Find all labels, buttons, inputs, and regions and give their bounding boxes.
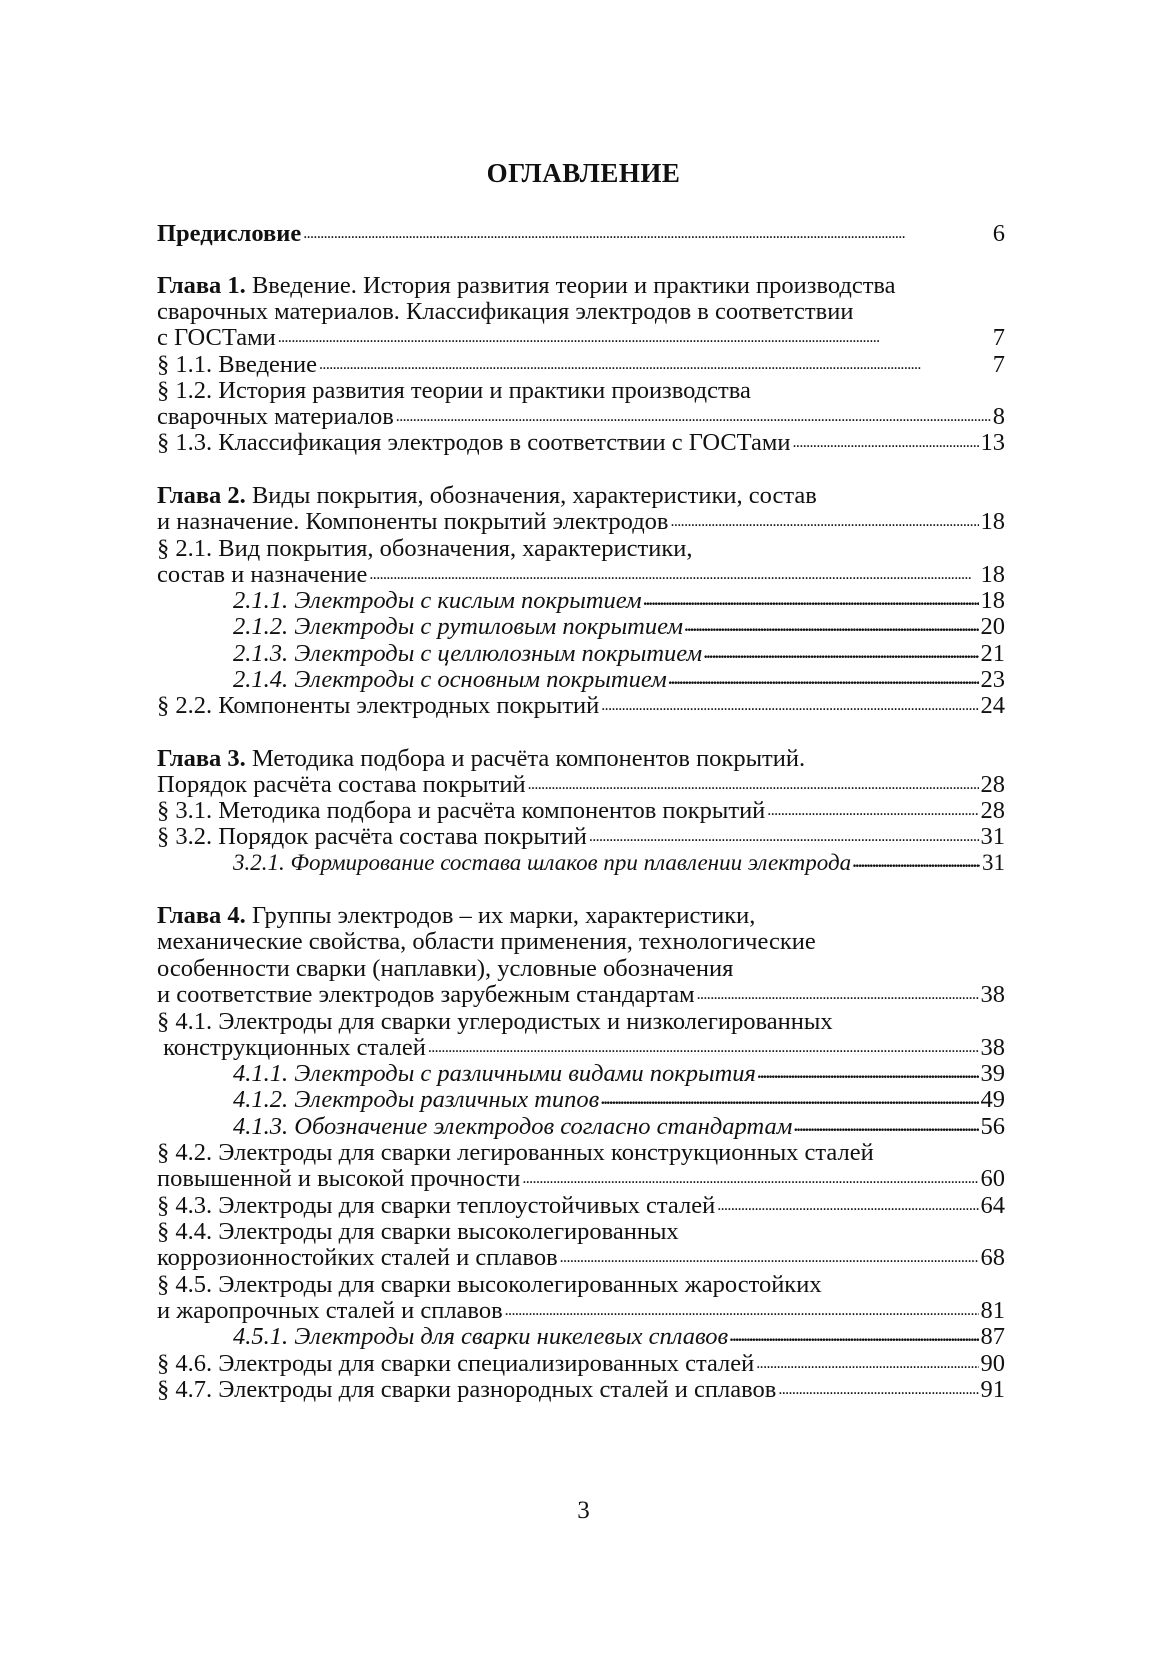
chapter-title: Методика подбора и расчёта компонентов покрытий. xyxy=(245,745,806,772)
section-title: § 4.3. Электроды для сварки теплоустойчивых сталей xyxy=(157,1192,716,1219)
toc-entry-page: 56 xyxy=(980,1113,1005,1140)
dot-leader xyxy=(505,1297,979,1325)
subsection-title: 4.1.1. Электроды с различными видами покрытия xyxy=(233,1060,756,1087)
dot-leader xyxy=(428,1034,979,1062)
toc-entry-page: 39 xyxy=(980,1060,1005,1087)
section-title: § 1.2. История развития теории и практики производства xyxy=(157,377,751,404)
page-title: ОГЛАВЛЕНИЕ xyxy=(486,158,681,188)
subsection-title: 4.1.3. Обозначение электродов согласно стандартам xyxy=(233,1113,793,1140)
toc-chapter-4-line1[interactable] xyxy=(157,902,1005,930)
dot-leader xyxy=(278,324,991,352)
subsection-title: 3.2.1. Формирование состава шлаков при плавлении электрода xyxy=(233,850,852,875)
toc-section-4-7[interactable] xyxy=(157,1376,1005,1407)
section-title: и жаропрочных сталей и сплавов xyxy=(157,1297,503,1324)
toc-chapter-4-line2 xyxy=(157,928,1005,956)
section-title: конструкционных сталей xyxy=(157,1034,426,1061)
page-number: 3 xyxy=(577,1497,590,1524)
dot-leader xyxy=(853,849,980,877)
toc-entry-page: 28 xyxy=(980,797,1005,824)
dot-leader xyxy=(522,1165,978,1193)
section-title: § 4.2. Электроды для сварки легированных конструкционных сталей xyxy=(157,1139,874,1166)
subsection-title: 4.1.2. Электроды различных типов xyxy=(233,1086,600,1113)
chapter-title: и соответствие электродов зарубежным стандартам xyxy=(157,981,695,1008)
chapter-label: Глава 1. xyxy=(157,272,246,299)
chapter-label: Глава 2. xyxy=(157,482,246,509)
toc-entry-page: 21 xyxy=(980,640,1005,667)
dot-leader xyxy=(396,403,991,431)
section-title: сварочных материалов xyxy=(157,403,394,430)
toc-entry-preface[interactable] xyxy=(157,220,1005,251)
dot-leader xyxy=(601,692,978,720)
dot-leader xyxy=(697,981,979,1009)
toc-section-4-2-line1[interactable] xyxy=(157,1139,1005,1167)
toc-entry-page: 38 xyxy=(980,981,1005,1008)
section-title: § 4.5. Электроды для сварки высоколегированных жаростойких xyxy=(157,1271,822,1298)
dot-leader xyxy=(601,1086,978,1114)
toc-entry-page: 64 xyxy=(980,1192,1005,1219)
toc-section-4-5-line1[interactable] xyxy=(157,1271,1005,1299)
section-title: § 3.1. Методика подбора и расчёта компонентов покрытий xyxy=(157,797,766,824)
toc-entry-page: 31 xyxy=(982,850,1005,875)
toc-entry-page: 87 xyxy=(980,1323,1005,1350)
dot-leader xyxy=(303,220,991,248)
dot-leader xyxy=(670,508,978,536)
section-title: § 4.4. Электроды для сварки высоколегированных xyxy=(157,1218,679,1245)
toc-section-2-1-line1[interactable] xyxy=(157,535,1005,563)
chapter-title: Виды покрытия, обозначения, характеристики, состав xyxy=(245,482,817,509)
section-title: состав и назначение xyxy=(157,561,368,588)
dot-leader xyxy=(704,640,978,668)
dot-leader xyxy=(644,587,979,615)
toc-entry-page: 13 xyxy=(980,429,1005,456)
toc-entry-page: 90 xyxy=(980,1350,1005,1377)
chapter-title: Введение. История развития теории и практики производства xyxy=(245,272,896,299)
toc-section-1-3[interactable] xyxy=(157,429,1005,460)
dot-leader xyxy=(528,771,979,799)
section-title: повышенной и высокой прочности xyxy=(157,1165,521,1192)
toc-section-4-4-line1[interactable] xyxy=(157,1218,1005,1246)
dot-leader xyxy=(730,1323,978,1351)
dot-leader xyxy=(793,429,979,457)
section-title: § 3.2. Порядок расчёта состава покрытий xyxy=(157,823,587,850)
toc-chapter-2-line1[interactable] xyxy=(157,482,1005,510)
toc-entry-page: 18 xyxy=(980,508,1005,535)
dot-leader xyxy=(767,797,978,825)
toc-subsection-3-2-1[interactable] xyxy=(233,849,1005,880)
section-title: § 1.3. Классификация электродов в соответствии с ГОСТами xyxy=(157,429,791,456)
dot-leader xyxy=(717,1192,978,1220)
section-title: § 4.7. Электроды для сварки разнородных сталей и сплавов xyxy=(157,1376,777,1403)
chapter-title: особенности сварки (наплавки), условные обозначения xyxy=(157,955,734,982)
chapter-title: Порядок расчёта состава покрытий xyxy=(157,771,526,798)
subsection-title: 2.1.3. Электроды с целлюлозным покрытием xyxy=(233,640,703,667)
toc-entry-page: 81 xyxy=(980,1297,1005,1324)
subsection-title: 2.1.4. Электроды с основным покрытием xyxy=(233,666,667,693)
toc-entry-page: 68 xyxy=(980,1244,1005,1271)
toc-entry-page: 18 xyxy=(980,561,1005,588)
dot-leader xyxy=(794,1113,978,1141)
section-title: § 4.6. Электроды для сварки специализированных сталей xyxy=(157,1350,755,1377)
toc-entry-page: 49 xyxy=(980,1086,1005,1113)
section-title: § 2.2. Компоненты электродных покрытий xyxy=(157,692,600,719)
toc-entry-page: 20 xyxy=(980,613,1005,640)
toc-entry-page: 28 xyxy=(980,771,1005,798)
dot-leader xyxy=(778,1376,978,1404)
toc-entry-page: 91 xyxy=(980,1376,1005,1403)
subsection-title: 2.1.2. Электроды с рутиловым покрытием xyxy=(233,613,684,640)
dot-leader xyxy=(369,561,978,589)
section-title: § 4.1. Электроды для сварки углеродистых и низколегированных xyxy=(157,1008,833,1035)
dot-leader xyxy=(758,1060,979,1088)
toc-chapter-4-line3 xyxy=(157,955,1005,983)
dot-leader xyxy=(685,613,978,641)
chapter-label: Глава 4. xyxy=(157,902,246,929)
chapter-title: с ГОСТами xyxy=(157,324,276,351)
toc-section-1-2-line1[interactable] xyxy=(157,377,1005,405)
toc-entry-page: 60 xyxy=(980,1165,1005,1192)
dot-leader xyxy=(560,1244,979,1272)
dot-leader xyxy=(669,666,979,694)
chapter-title: сварочных материалов. Классификация электродов в соответствии xyxy=(157,298,854,325)
dot-leader xyxy=(319,351,991,379)
subsection-title: 2.1.1. Электроды с кислым покрытием xyxy=(233,587,642,614)
dot-leader xyxy=(589,823,979,851)
toc-chapter-1-line1[interactable] xyxy=(157,272,1005,300)
chapter-title: и назначение. Компоненты покрытий электродов xyxy=(157,508,669,535)
toc-section-4-1-line1[interactable] xyxy=(157,1008,1005,1036)
toc-entry-page: 7 xyxy=(992,351,1005,378)
chapter-title: Группы электродов – их марки, характеристики, xyxy=(245,902,756,929)
section-title: коррозионностойких сталей и сплавов xyxy=(157,1244,558,1271)
toc-entry-page: 23 xyxy=(980,666,1005,693)
toc-entry-page: 8 xyxy=(992,403,1005,430)
toc-entry-page: 18 xyxy=(980,587,1005,614)
toc-entry-page: 7 xyxy=(992,324,1005,351)
dot-leader xyxy=(756,1350,978,1378)
toc-chapter-1-line2 xyxy=(157,298,1005,326)
toc-entry-page: 6 xyxy=(992,220,1005,247)
subsection-title: 4.5.1. Электроды для сварки никелевых сплавов xyxy=(233,1323,729,1350)
toc-entry-page: 38 xyxy=(980,1034,1005,1061)
section-title: § 2.1. Вид покрытия, обозначения, характеристики, xyxy=(157,535,693,562)
toc-entry-page: 24 xyxy=(980,692,1005,719)
section-title: § 1.1. Введение xyxy=(157,351,318,378)
chapter-label: Глава 3. xyxy=(157,745,246,772)
toc-chapter-3-line1[interactable] xyxy=(157,745,1005,773)
toc-section-2-2[interactable] xyxy=(157,692,1005,723)
toc-entry-page: 31 xyxy=(980,823,1005,850)
toc-entry-label: Предисловие xyxy=(157,220,302,247)
chapter-title: механические свойства, области применения, технологические xyxy=(157,928,816,955)
